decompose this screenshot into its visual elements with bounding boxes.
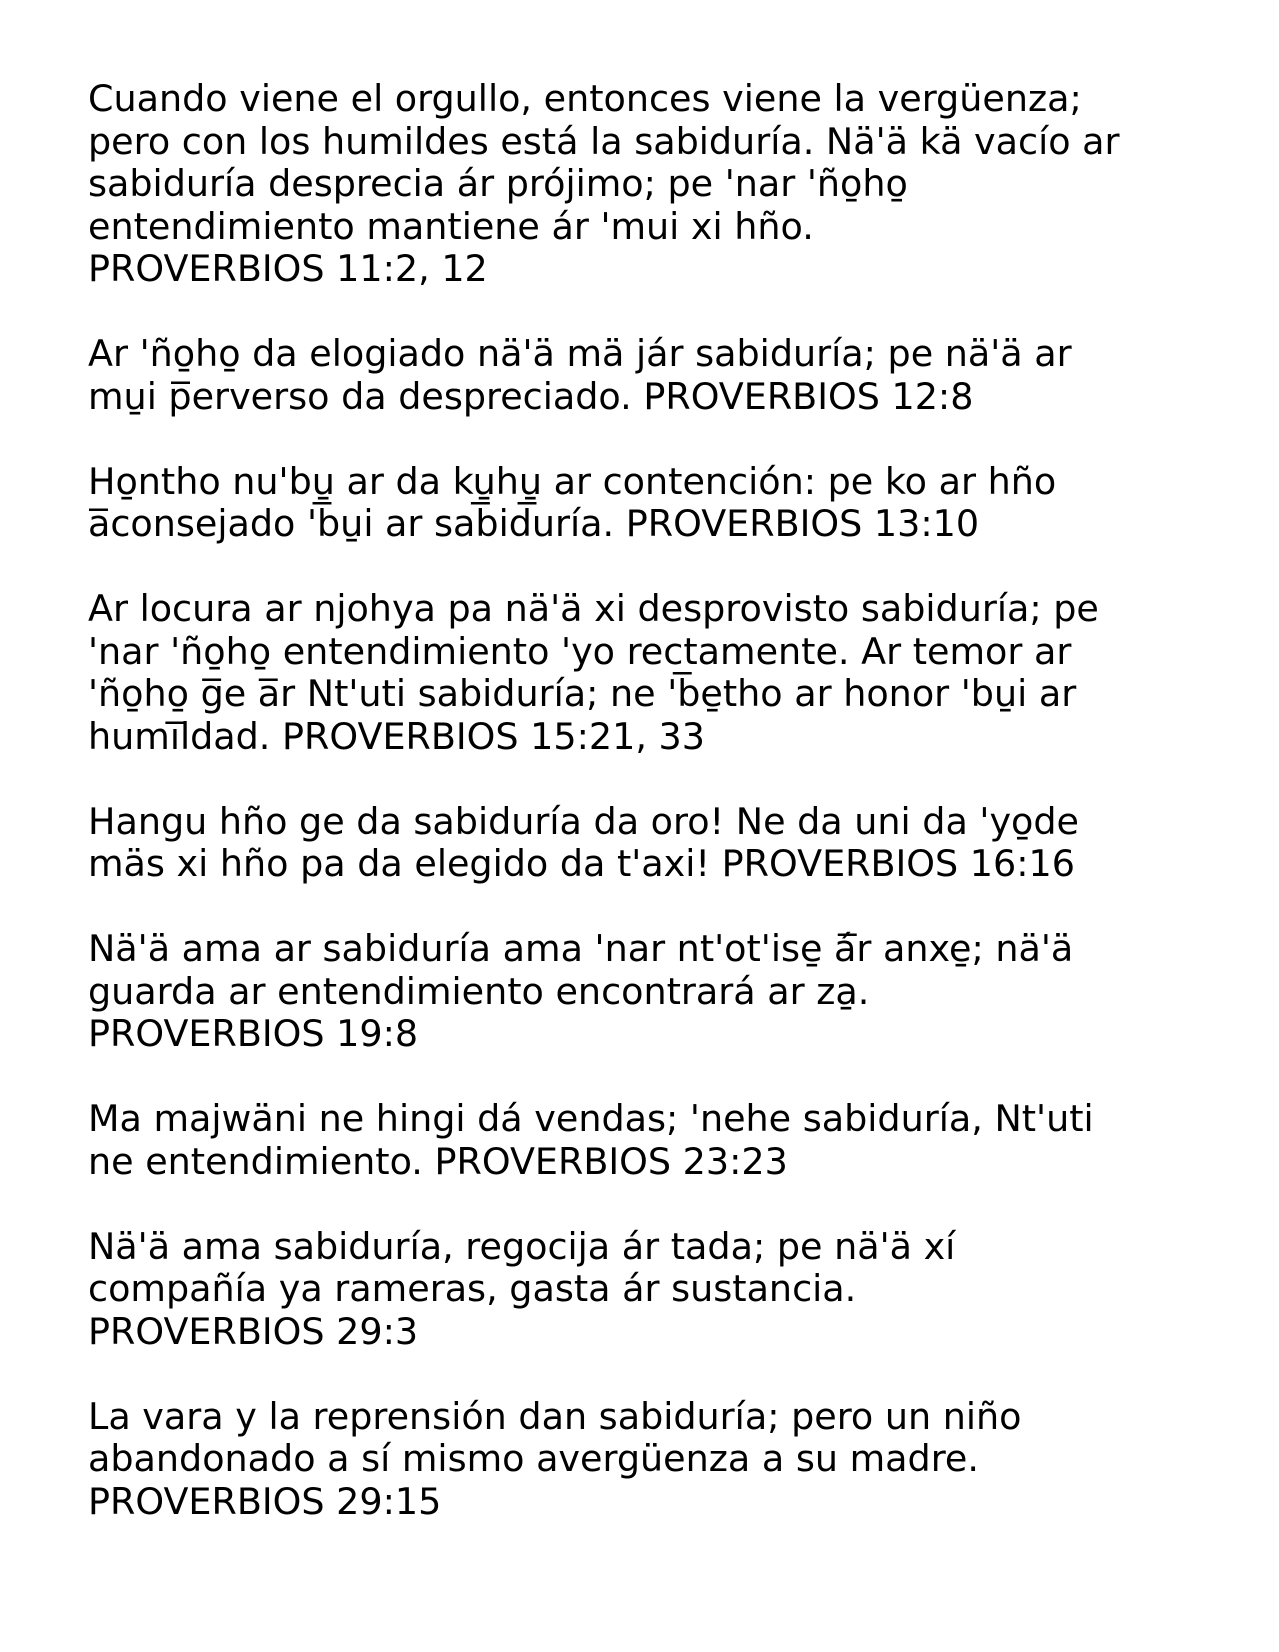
verse-paragraph: Ar 'ño̱ho̱ da elogiado nä'ä mä jár sabiduría; pe nä'ä ar mu̱i p̅erverso da despreciado. PROVERBIOS 12:8 — [88, 332, 1072, 418]
verse-paragraph: Ma majwäni ne hingi dá vendas; 'nehe sabiduría, Nt'uti ne entendimiento. PROVERBIOS 23:23 — [88, 1097, 1094, 1183]
verse-paragraph: Hangu hño ge da sabiduría da oro! Ne da uni da 'yo̱de mäs xi hño pa da elegido da t'axi! PROVERBIOS 16:16 — [88, 799, 1080, 885]
verse-paragraph: Ar locura ar njohya pa nä'ä xi desprovisto sabiduría; pe 'nar 'ño̱ho̱ entendimiento 'yo rectamente. Ar temor ar 'ño̱ho̱ g̅e a̅r Nt'uti sabiduría; ne 'b̅e̱tho ar honor 'bu̱i ar humi̅ldad. PROVERBIOS 15:21, 33 — [88, 587, 1099, 758]
verse-paragraph: Nä'ä ama ar sabiduría ama 'nar nt'ot'ise̱ á̅r anxe̱; nä'ä guarda ar entendimiento encontrará ar za̱. PROVERBIOS 19:8 — [88, 927, 1074, 1055]
verse-paragraph: Ho̱ntho nu'bu̱ ar da ku̱hu̱ ar contención: pe ko ar hño a̅consejado 'b̅u̱i ar sab̅id̅uría. PROVERBIOS 13:10 — [88, 459, 1057, 545]
verse-paragraph: Nä'ä ama sabiduría, regocija ár tada; pe nä'ä xí compañía ya rameras, gasta ár sustancia. PROVERBIOS 29:3 — [88, 1224, 956, 1353]
verse-paragraph: Cuando viene el orgullo, entonces viene la vergüenza; pero con los humildes está la sabiduría. Nä'ä kä vacío ar sabiduría desprecia ár prójimo; pe 'nar 'ño̱ho̱ entendimiento mantiene ár 'mui xi hño. PROVERBIOS 11:2, 12 — [88, 77, 1120, 290]
document-page — [88, 78, 1208, 1523]
verse-paragraph: La vara y la reprensión dan sabiduría; pero un niño abandonado a sí mismo avergüenza a su madre. PROVERBIOS 29:15 — [88, 1394, 1022, 1523]
